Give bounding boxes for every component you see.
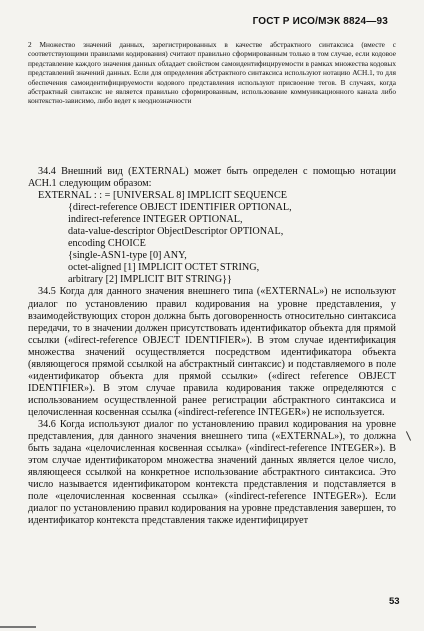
code-line: EXTERNAL : : = [UNIVERSAL 8] IMPLICIT SEQUENCE [38, 190, 288, 202]
code-line: {direct-reference OBJECT IDENTIFIER OPTIONAL, [68, 202, 292, 214]
paragraph-34-6: 34.6 Когда используют диалог по установлению правил кодирования на уровне представления, для данного значения внешнего типа («EXTERNAL»), то должна быть задана «целочисленная косвенная ссылка» («indirect-reference INTEGER»). В этом случае идентификатором множества значений данных является целое число, являющееся ссылкой на конкретное использование абстрактного синтаксиса. Это число называется идентификатором контекста представления и подставляется в поле «целочисленная косвенная ссылка» («indirect-reference INTEGER»). Если диалог по установлению правил кодирования на уровне представления завершен, то идентификатор контекста представления также идентифицирует [28, 418, 396, 527]
scan-speck [0, 626, 36, 628]
code-line: {single-ASN1-type [0] ANY, [68, 250, 187, 262]
asn1-code-block [28, 190, 396, 286]
running-header: ГОСТ Р ИСО/МЭК 8824—93 [252, 16, 388, 27]
code-line: data-value-descriptor ObjectDescriptor OPTIONAL, [68, 226, 284, 238]
page-number: 53 [389, 596, 400, 607]
scan-speck [406, 431, 411, 440]
code-line: arbitrary [2] IMPLICIT BIT STRING}} [68, 274, 232, 286]
code-line: octet-aligned [1] IMPLICIT OCTET STRING, [68, 262, 260, 274]
main-text [28, 166, 396, 527]
note-paragraph: 2 Множество значений данных, зарегистрированных в качестве абстрактного синтаксиса (вместе с соответствующими правилами кодирования) считают правильно сформированным только в том случае, если кодовое представление каждого значения данных обладает свойством самоидентифицируемости в рамках множества кодовых представлений значений данных. Если для определения абстрактного синтаксиса используют нотацию АСН.1, то для обеспечения самоидентифицируемости кодового представления используют присвоение тегов. В случаях, когда абстрактный синтаксис не является правильно сформированным, использование коммуникационного канала либо контекстно-зависимо, либо ведет к неоднозначности [28, 40, 396, 106]
code-line: indirect-reference INTEGER OPTIONAL, [68, 214, 243, 226]
paragraph-34-4: 34.4 Внешний вид (EXTERNAL) может быть определен с помощью нотации АСН.1 следующим образом: [28, 166, 396, 190]
paragraph-34-5: 34.5 Когда для данного значения внешнего типа («EXTERNAL») не используют диалог по установлению правил кодирования на уровне представления, у взаимодействующих сторон должна быть договоренность относительно синтаксиса передачи, то в значении должен присутствовать идентификатор объекта для прямой ссылки («direct-reference OBJECT IDENTIFIER»). В этом случае идентификация множества значений осуществляется посредством идентификатора объекта (являющегося прямой ссылкой на абстрактный синтаксис) и подставляемого в поле «идентификатор объекта для прямой ссылки» («direct reference OBJECT IDENTIFIER»). В этом случае правила кодирования также определяются с использованием осуществленной ранее регистрации абстрактного синтаксиса и целочисленная косвенная ссылка («indirect-reference INTEGER») не используется. [28, 286, 396, 418]
code-line: encoding CHOICE [68, 238, 146, 250]
